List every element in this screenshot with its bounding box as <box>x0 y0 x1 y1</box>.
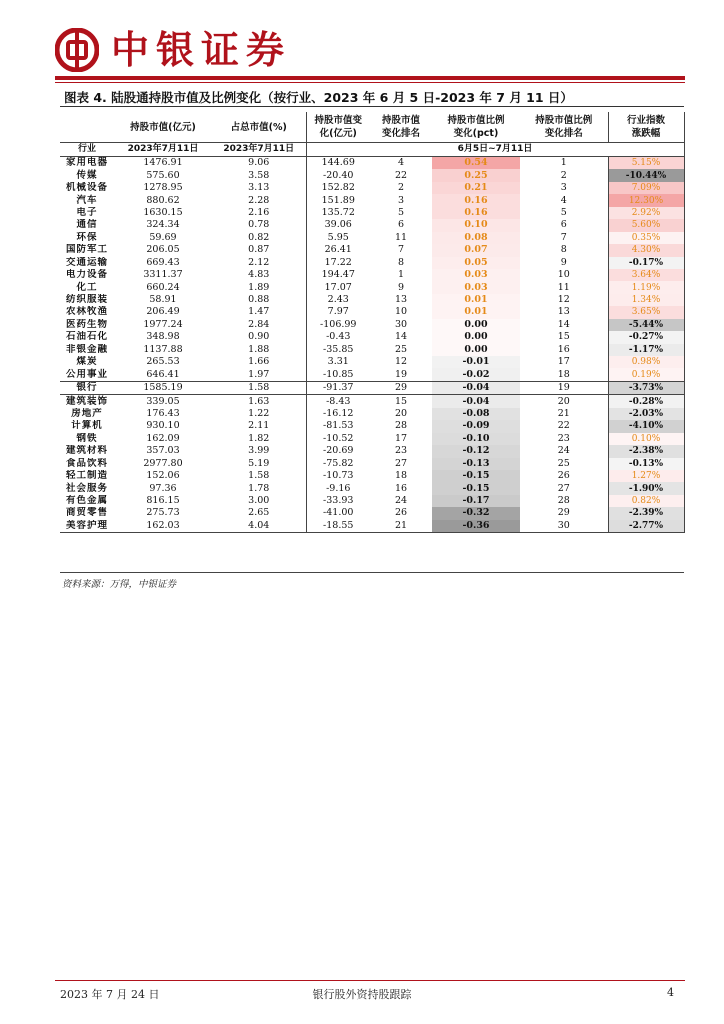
mv-change-cell: 26.41 <box>306 244 370 256</box>
share-cell: 1.58 <box>212 381 306 394</box>
index-change-cell: -4.10% <box>608 420 684 432</box>
table-row <box>60 244 684 256</box>
ratio-rank-cell: 25 <box>557 457 570 469</box>
ratio-change-cell: -0.01 <box>432 356 520 368</box>
industry-name: 商贸零售 <box>65 507 108 519</box>
mv-rank-cell: 29 <box>370 381 432 394</box>
table-row <box>60 207 684 219</box>
industry-holdings-table <box>60 112 685 533</box>
mv-change-cell: 39.06 <box>306 219 370 231</box>
mv-cell: 206.05 <box>146 244 180 256</box>
ratio-rank-cell: 27 <box>557 482 570 494</box>
mv-change-cell: 151.89 <box>306 194 370 206</box>
col-header-index: 行业指数涨跌幅 <box>608 112 684 143</box>
ratio-change-cell: -0.12 <box>432 445 520 457</box>
mv-cell: 59.69 <box>149 231 177 243</box>
mv-change-cell: -8.43 <box>306 395 370 408</box>
index-change-cell: -1.90% <box>608 482 684 494</box>
share-cell: 3.00 <box>248 495 270 507</box>
index-change-cell: 0.10% <box>608 433 684 445</box>
figure-title-divider <box>60 106 684 107</box>
ratio-rank-cell: 7 <box>560 231 567 243</box>
mv-cell: 930.10 <box>146 420 180 432</box>
share-cell: 5.19 <box>248 457 270 469</box>
mv-cell: 1977.24 <box>143 318 183 330</box>
table-row <box>60 381 684 394</box>
industry-name: 机械设备 <box>65 182 108 194</box>
index-change-cell: -2.39% <box>608 507 684 519</box>
ratio-rank-cell: 17 <box>557 356 570 368</box>
mv-rank-cell: 7 <box>397 244 405 256</box>
ratio-change-cell: 0.25 <box>432 169 520 181</box>
index-change-cell: -2.03% <box>608 408 684 420</box>
share-cell: 9.06 <box>248 157 270 169</box>
ratio-rank-cell: 24 <box>557 445 570 457</box>
mv-rank-cell: 15 <box>394 395 408 407</box>
mv-rank-cell: 11 <box>394 231 408 243</box>
mv-cell: 575.60 <box>146 169 180 181</box>
table-row <box>60 495 684 507</box>
ratio-rank-cell: 12 <box>557 294 570 306</box>
mv-rank-cell: 17 <box>394 432 408 444</box>
index-change-cell: 2.92% <box>608 207 684 219</box>
mv-change-cell: 17.22 <box>306 257 370 269</box>
index-change-cell: 0.35% <box>608 232 684 244</box>
table-row <box>60 182 684 194</box>
ratio-rank-cell: 15 <box>557 331 570 343</box>
index-change-cell: -0.13% <box>608 458 684 470</box>
ratio-rank-cell: 22 <box>557 420 570 432</box>
ratio-change-cell: 0.00 <box>432 344 520 356</box>
table-row <box>60 232 684 244</box>
mv-rank-cell: 19 <box>394 368 408 380</box>
mv-cell: 152.06 <box>146 470 180 482</box>
mv-rank-cell: 16 <box>394 482 408 494</box>
mv-cell: 646.41 <box>146 368 180 380</box>
industry-name: 石油石化 <box>65 331 108 343</box>
table-row <box>60 269 684 281</box>
page-header <box>55 20 685 82</box>
mv-change-cell: -33.93 <box>306 495 370 507</box>
mv-change-cell: -75.82 <box>306 458 370 470</box>
table-row <box>60 470 684 482</box>
index-change-cell: 1.34% <box>608 294 684 306</box>
ratio-change-cell: 0.01 <box>432 294 520 306</box>
mv-rank-cell: 3 <box>397 194 405 206</box>
ratio-rank-cell: 18 <box>557 368 570 380</box>
ratio-change-cell: 0.00 <box>432 331 520 343</box>
mv-cell: 275.73 <box>146 507 180 519</box>
share-cell: 0.78 <box>248 219 270 231</box>
industry-name: 计算机 <box>71 420 103 432</box>
footer-date: 2023 年 7 月 24 日 <box>60 988 160 1001</box>
ratio-rank-cell: 8 <box>560 244 567 256</box>
ratio-change-cell: 0.03 <box>432 281 520 293</box>
col-header-ratio-rank: 持股市值比例变化排名 <box>535 115 593 139</box>
ratio-change-cell: -0.04 <box>432 381 520 394</box>
ratio-rank-cell: 16 <box>557 343 570 355</box>
table-bottom-rule <box>60 572 684 573</box>
share-cell: 1.89 <box>248 281 270 293</box>
share-cell: 2.11 <box>248 420 270 432</box>
index-change-cell: -0.28% <box>608 395 684 408</box>
index-change-cell: 7.09% <box>608 182 684 194</box>
table-row <box>60 433 684 445</box>
industry-name: 煤炭 <box>76 356 98 368</box>
industry-name: 汽车 <box>76 194 98 206</box>
table-row <box>60 331 684 343</box>
mv-cell: 1137.88 <box>143 343 183 355</box>
subheader-period: 6月5日~7月11日 <box>306 143 684 157</box>
ratio-change-cell: 0.10 <box>432 219 520 231</box>
ratio-change-cell: -0.13 <box>432 458 520 470</box>
ratio-rank-cell: 19 <box>520 381 608 394</box>
brand-text: 中银证券 <box>111 28 292 72</box>
mv-change-cell: 17.07 <box>306 281 370 293</box>
col-header-industry: 行业 <box>60 143 114 157</box>
mv-rank-cell: 23 <box>394 445 408 457</box>
ratio-change-cell: 0.16 <box>432 207 520 219</box>
ratio-change-cell: -0.10 <box>432 433 520 445</box>
ratio-rank-cell: 29 <box>557 507 570 519</box>
index-change-cell: 0.19% <box>608 368 684 381</box>
ratio-change-cell: -0.36 <box>432 520 520 533</box>
mv-change-cell: -35.85 <box>306 344 370 356</box>
ratio-change-cell: -0.02 <box>432 368 520 381</box>
table-row <box>60 408 684 420</box>
mv-cell: 348.98 <box>146 331 180 343</box>
share-cell: 2.12 <box>248 256 270 268</box>
mv-cell: 357.03 <box>146 445 180 457</box>
industry-name: 有色金属 <box>65 495 108 507</box>
ratio-change-cell: -0.15 <box>432 482 520 494</box>
mv-cell: 880.62 <box>146 194 180 206</box>
share-cell: 1.82 <box>248 432 270 444</box>
industry-name: 农林牧渔 <box>65 306 108 318</box>
mv-cell: 3311.37 <box>143 269 183 281</box>
mv-rank-cell: 6 <box>397 219 405 231</box>
table-row <box>60 194 684 206</box>
share-cell: 1.47 <box>248 306 270 318</box>
ratio-rank-cell: 11 <box>557 281 570 293</box>
mv-change-cell: -16.12 <box>306 408 370 420</box>
ratio-rank-cell: 4 <box>560 194 567 206</box>
table-row <box>60 169 684 181</box>
mv-rank-cell: 4 <box>397 157 405 169</box>
mv-rank-cell: 20 <box>394 407 408 419</box>
mv-cell: 162.03 <box>114 520 212 533</box>
index-change-cell: 5.15% <box>608 157 684 170</box>
table-row <box>60 344 684 356</box>
mv-rank-cell: 9 <box>397 281 405 293</box>
industry-name: 轻工制造 <box>65 470 108 482</box>
figure-title: 图表 4. 陆股通持股市值及比例变化（按行业、2023 年 6 月 5 日-2023 年 7 月 11 日） <box>64 90 573 105</box>
table-row <box>60 445 684 457</box>
index-change-cell: 3.64% <box>608 269 684 281</box>
index-change-cell: -0.27% <box>608 331 684 343</box>
table-row <box>60 395 684 408</box>
mv-cell: 2977.80 <box>143 457 183 469</box>
mv-rank-cell: 18 <box>394 470 408 482</box>
mv-change-cell: -106.99 <box>306 319 370 331</box>
col-header-mv: 持股市值(亿元) <box>130 121 196 133</box>
industry-name: 环保 <box>76 231 98 243</box>
footer-divider <box>55 980 685 981</box>
mv-cell: 339.05 <box>146 395 180 407</box>
footer-report-title: 银行股外资持股跟踪 <box>312 988 412 1001</box>
ratio-rank-cell: 1 <box>560 157 567 169</box>
share-cell: 3.13 <box>248 182 270 194</box>
mv-cell: 1476.91 <box>143 157 183 169</box>
table-row <box>60 507 684 519</box>
mv-cell: 324.34 <box>146 219 180 231</box>
ratio-change-cell: 0.05 <box>432 257 520 269</box>
industry-name: 钢铁 <box>76 432 98 444</box>
share-cell: 0.90 <box>248 331 270 343</box>
mv-cell: 660.24 <box>146 281 180 293</box>
table-row <box>60 356 684 368</box>
table-row <box>60 157 684 170</box>
mv-rank-cell: 5 <box>397 206 405 218</box>
mv-cell: 97.36 <box>149 482 177 494</box>
index-change-cell: 3.65% <box>608 306 684 318</box>
table-row <box>60 420 684 432</box>
ratio-rank-cell: 6 <box>560 219 567 231</box>
index-change-cell: 1.19% <box>608 281 684 293</box>
ratio-change-cell: 0.21 <box>432 182 520 194</box>
ratio-change-cell: 0.08 <box>432 232 520 244</box>
source-note: 资料来源：万得，中银证券 <box>62 579 177 590</box>
industry-name: 电子 <box>76 206 98 218</box>
ratio-change-cell: 0.03 <box>432 269 520 281</box>
mv-rank-cell: 14 <box>394 331 408 343</box>
share-cell: 4.83 <box>248 269 270 281</box>
mv-change-cell: -10.73 <box>306 470 370 482</box>
ratio-rank-cell: 2 <box>560 169 567 181</box>
share-cell: 0.88 <box>248 294 270 306</box>
table-row <box>60 294 684 306</box>
mv-rank-cell: 25 <box>394 343 408 355</box>
mv-change-cell: 152.82 <box>306 182 370 194</box>
table-row <box>60 281 684 293</box>
ratio-rank-cell: 28 <box>557 495 570 507</box>
mv-change-cell: -91.37 <box>306 381 370 394</box>
index-change-cell: 4.30% <box>608 244 684 256</box>
mv-rank-cell: 13 <box>394 294 408 306</box>
index-change-cell: -0.17% <box>608 257 684 269</box>
mv-rank-cell: 30 <box>394 318 408 330</box>
bank-of-china-logo-icon <box>55 28 99 72</box>
industry-name: 美容护理 <box>60 520 114 533</box>
share-cell: 3.99 <box>248 445 270 457</box>
mv-change-cell: -41.00 <box>306 507 370 519</box>
ratio-rank-cell: 13 <box>557 306 570 318</box>
ratio-change-cell: -0.08 <box>432 408 520 420</box>
index-change-cell: -3.73% <box>608 381 684 394</box>
mv-cell: 1630.15 <box>143 206 183 218</box>
footer-page-number: 4 <box>667 986 674 999</box>
share-cell: 2.65 <box>248 507 270 519</box>
share-cell: 2.84 <box>248 318 270 330</box>
col-header-mv-change: 持股市值变化(亿元) <box>306 112 370 143</box>
col-header-share: 占总市值(%) <box>230 121 287 133</box>
mv-cell: 1585.19 <box>114 381 212 394</box>
share-cell: 0.82 <box>248 231 270 243</box>
share-cell: 1.78 <box>248 482 270 494</box>
industry-name: 纺织服装 <box>65 294 108 306</box>
ratio-rank-cell: 26 <box>557 470 570 482</box>
subheader-mv-date: 2023年7月11日 <box>114 143 212 157</box>
ratio-change-cell: -0.15 <box>432 470 520 482</box>
industry-name: 医药生物 <box>65 318 108 330</box>
mv-change-cell: -18.55 <box>306 520 370 533</box>
table-row <box>60 520 684 533</box>
mv-rank-cell: 2 <box>397 182 405 194</box>
mv-change-cell: 2.43 <box>306 294 370 306</box>
mv-change-cell: 3.31 <box>306 356 370 368</box>
ratio-rank-cell: 14 <box>557 318 570 330</box>
share-cell: 1.22 <box>248 407 270 419</box>
index-change-cell: 12.30% <box>608 194 684 206</box>
industry-name: 社会服务 <box>65 482 108 494</box>
mv-rank-cell: 8 <box>397 256 405 268</box>
mv-rank-cell: 12 <box>394 356 408 368</box>
mv-change-cell: -20.40 <box>306 169 370 181</box>
ratio-rank-cell: 20 <box>557 395 570 407</box>
industry-name: 电力设备 <box>65 269 108 281</box>
industry-name: 国防军工 <box>65 244 108 256</box>
mv-change-cell: 144.69 <box>306 157 370 170</box>
ratio-rank-cell: 10 <box>557 269 570 281</box>
share-cell: 1.58 <box>248 470 270 482</box>
ratio-change-cell: 0.54 <box>432 157 520 170</box>
table-row <box>60 306 684 318</box>
industry-name: 银行 <box>60 381 114 394</box>
ratio-change-cell: 0.01 <box>432 306 520 318</box>
mv-change-cell: -10.85 <box>306 368 370 381</box>
mv-cell: 206.49 <box>146 306 180 318</box>
table-row <box>60 257 684 269</box>
mv-rank-cell: 26 <box>394 507 408 519</box>
header-divider <box>55 76 685 80</box>
share-cell: 2.16 <box>248 206 270 218</box>
index-change-cell: -1.17% <box>608 344 684 356</box>
share-cell: 1.63 <box>248 395 270 407</box>
industry-name: 交通运输 <box>65 256 108 268</box>
industry-name: 房地产 <box>71 407 103 419</box>
mv-cell: 176.43 <box>146 407 180 419</box>
share-cell: 4.04 <box>212 520 306 533</box>
mv-rank-cell: 21 <box>370 520 432 533</box>
col-header-ratio-change: 持股市值比例变化(pct) <box>447 115 505 139</box>
mv-cell: 265.53 <box>146 356 180 368</box>
mv-change-cell: -81.53 <box>306 420 370 432</box>
table-row <box>60 219 684 231</box>
industry-name: 建筑装饰 <box>65 395 108 407</box>
mv-change-cell: -0.43 <box>306 331 370 343</box>
mv-change-cell: 135.72 <box>306 207 370 219</box>
table-body <box>60 157 684 533</box>
share-cell: 0.87 <box>248 244 270 256</box>
index-change-cell: -10.44% <box>608 169 684 181</box>
mv-change-cell: 5.95 <box>306 232 370 244</box>
table-row <box>60 458 684 470</box>
index-change-cell: 1.27% <box>608 470 684 482</box>
ratio-rank-cell: 21 <box>557 407 570 419</box>
col-header-mv-rank: 持股市值变化排名 <box>381 115 420 139</box>
industry-name: 通信 <box>76 219 98 231</box>
share-cell: 1.66 <box>248 356 270 368</box>
industry-name: 传媒 <box>76 169 98 181</box>
index-change-cell: -2.38% <box>608 445 684 457</box>
industry-name: 化工 <box>76 281 98 293</box>
ratio-change-cell: -0.04 <box>432 395 520 408</box>
mv-rank-cell: 27 <box>394 457 408 469</box>
industry-name: 食品饮料 <box>65 457 108 469</box>
ratio-change-cell: 0.16 <box>432 194 520 206</box>
index-change-cell: 0.82% <box>608 495 684 507</box>
share-cell: 2.28 <box>248 194 270 206</box>
share-cell: 1.97 <box>248 368 270 380</box>
ratio-rank-cell: 30 <box>520 520 608 533</box>
ratio-change-cell: -0.17 <box>432 495 520 507</box>
industry-name: 非银金融 <box>65 343 108 355</box>
ratio-rank-cell: 3 <box>560 182 567 194</box>
table-row <box>60 482 684 494</box>
ratio-rank-cell: 9 <box>560 256 567 268</box>
table-row <box>60 319 684 331</box>
share-cell: 3.58 <box>248 169 270 181</box>
ratio-change-cell: 0.00 <box>432 319 520 331</box>
ratio-rank-cell: 23 <box>557 432 570 444</box>
mv-cell: 816.15 <box>146 495 180 507</box>
ratio-change-cell: 0.07 <box>432 244 520 256</box>
index-change-cell: -2.77% <box>608 520 684 533</box>
index-change-cell: 0.98% <box>608 356 684 368</box>
index-change-cell: 5.60% <box>608 219 684 231</box>
mv-rank-cell: 24 <box>394 495 408 507</box>
ratio-rank-cell: 5 <box>560 206 567 218</box>
mv-rank-cell: 10 <box>394 306 408 318</box>
subheader-share-date: 2023年7月11日 <box>212 143 306 157</box>
industry-name: 公用事业 <box>65 368 108 380</box>
mv-change-cell: 194.47 <box>306 269 370 281</box>
mv-change-cell: -10.52 <box>306 433 370 445</box>
mv-rank-cell: 1 <box>397 269 405 281</box>
mv-rank-cell: 28 <box>394 420 408 432</box>
mv-change-cell: -20.69 <box>306 445 370 457</box>
industry-name: 家用电器 <box>65 157 108 169</box>
mv-cell: 1278.95 <box>143 182 183 194</box>
mv-rank-cell: 22 <box>394 169 408 181</box>
mv-cell: 58.91 <box>149 294 177 306</box>
mv-change-cell: 7.97 <box>306 306 370 318</box>
header-divider-thin <box>55 82 685 83</box>
mv-change-cell: -9.16 <box>306 482 370 494</box>
share-cell: 1.88 <box>248 343 270 355</box>
mv-cell: 669.43 <box>146 256 180 268</box>
industry-name: 建筑材料 <box>65 445 108 457</box>
index-change-cell: -5.44% <box>608 319 684 331</box>
ratio-change-cell: -0.09 <box>432 420 520 432</box>
ratio-change-cell: -0.32 <box>432 507 520 519</box>
mv-cell: 162.09 <box>146 432 180 444</box>
table-row <box>60 368 684 381</box>
